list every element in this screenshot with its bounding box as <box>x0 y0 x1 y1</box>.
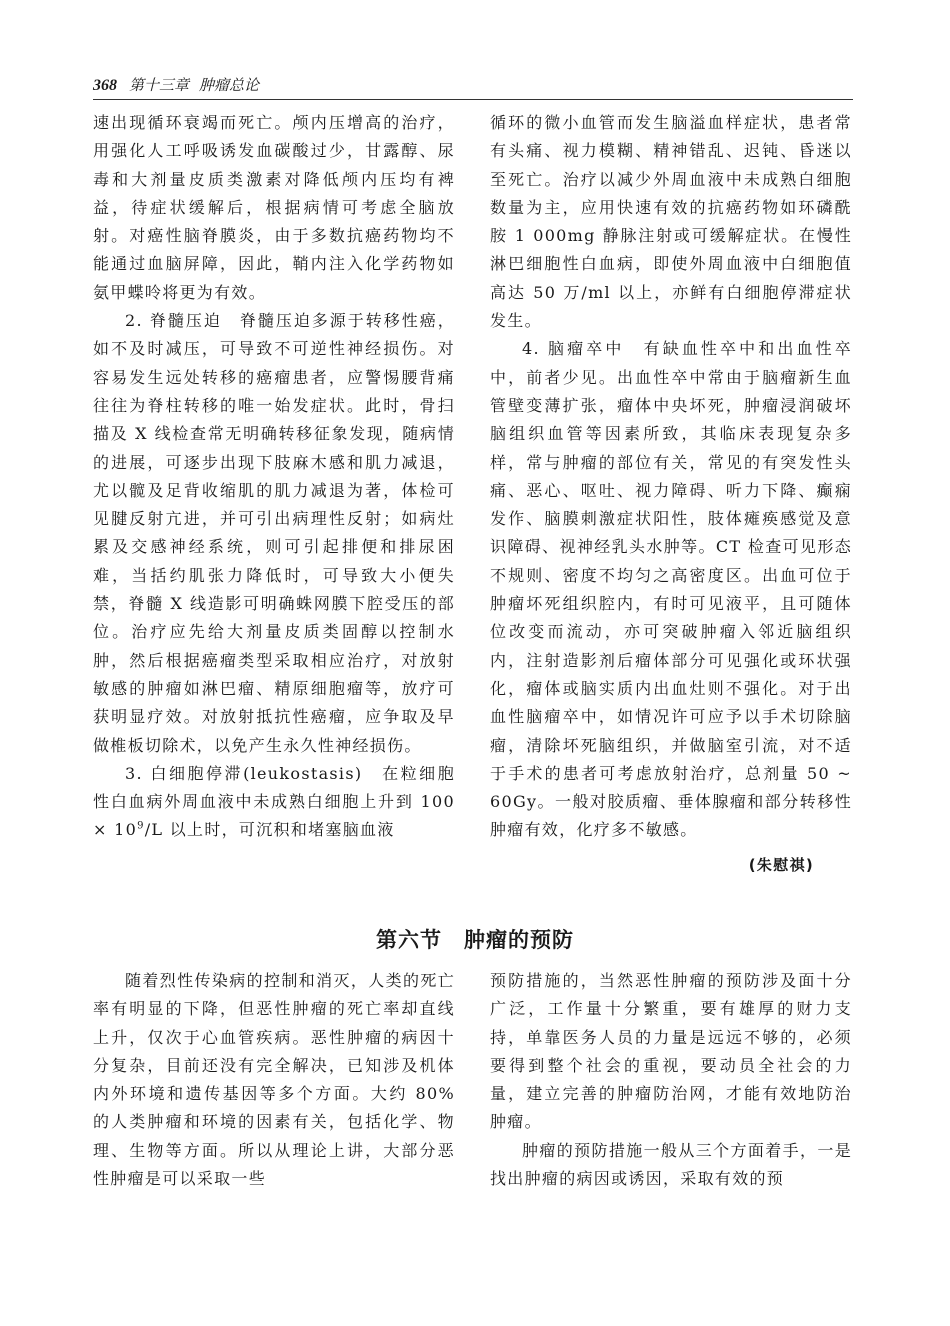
left-column-bottom <box>93 967 455 1193</box>
running-header <box>93 74 259 95</box>
paragraph: 预防措施的，当然恶性肿瘤的预防涉及面十分广泛，工作量十分繁重，要有雄厚的财力支持，单靠医务人员的力量是远远不够的，必须要得到整个社会的重视，要动员全社会的力量，建立完善的肿瘤防治网，才能有效地防治肿瘤。 <box>490 971 852 1132</box>
chapter-title: 肿瘤总论 <box>199 76 260 94</box>
paragraph: 肿瘤的预防措施一般从三个方面着手，一是找出肿瘤的病因或诱因，采取有效的预 <box>490 1140 852 1189</box>
right-column-top <box>490 109 852 879</box>
paragraph: 循环的微小血管而发生脑溢血样症状，患者常有头痛、视力模糊、精神错乱、迟钝、昏迷以至死亡。治疗以减少外周血液中未成熟白细胞数量为主，应用快速有效的抗癌药物如环磷酰胺 1 000mg 静脉注射或可缓解症状。在慢性淋巴细胞性白血病，即使外周血液中白细胞值高达 50 万/ml 以上，亦鲜有白细胞停滞症状发生。 <box>490 113 852 331</box>
left-column-top <box>93 109 455 845</box>
paragraph-leukostasis <box>93 760 455 845</box>
section-title: 肿瘤的预防 <box>464 928 574 952</box>
exponent: 9 <box>137 821 145 833</box>
paragraph: 速出现循环衰竭而死亡。颅内压增高的治疗，用强化人工呼吸诱发血碳酸过少，甘露醇、尿毒和大剂量皮质类激素对降低颅内压均有裨益，待症状缓解后，根据病情可考虑全脑放射。对癌性脑脊膜炎，由于多数抗癌药物均不能通过血脑屏障，因此，鞘内注入化学药物如氨甲蝶呤将更为有效。 <box>93 113 455 302</box>
section-heading <box>0 924 950 954</box>
leukostasis-text-b: /L 以上时，可沉积和堵塞脑血液 <box>144 820 395 840</box>
paragraph-brain-tumor-stroke: 4. 脑瘤卒中 有缺血性卒中和出血性卒中，前者少见。出血性卒中常由于脑瘤新生血管壁变薄扩张，瘤体中央坏死，肿瘤浸润破坏脑组织血管等因素所致，其临床表现复杂多样，常与肿瘤的部位有关，常见的有突发性头痛、恶心、呕吐、视力障碍、听力下降、癫痫发作、脑膜刺激症状阳性，肢体瘫痪感觉及意识障碍、视神经乳头水肿等。CT 检查可见形态不规则、密度不均匀之高密度区。出血可位于肿瘤坏死组织腔内，有时可见液平，且可随体位改变而流动，亦可突破肿瘤入邻近脑组织内，注射造影剂后瘤体部分可见强化或环状强化，瘤体或脑实质内出血灶则不强化。对于出血性脑瘤卒中，如情况许可应予以手术切除脑瘤，清除坏死脑组织，并做脑室引流，对不适于手术的患者可考虑放射治疗，总剂量 50 ~ 60Gy。一般对胶质瘤、垂体腺瘤和部分转移性肿瘤有效，化疗多不敏感。 <box>490 339 852 840</box>
header-rule <box>93 99 853 100</box>
paragraph: 随着烈性传染病的控制和消灭，人类的死亡率有明显的下降，但恶性肿瘤的死亡率却直线上升，仅次于心血管疾病。恶性肿瘤的病因十分复杂，目前还没有完全解决，已知涉及机体内外环境和遗传基因等多个方面。大约 80% 的人类肿瘤和环境的因素有关，包括化学、物理、生物等方面。所以从理论上讲，大部分恶性肿瘤是可以采取一些 <box>93 971 455 1189</box>
leukostasis-text-a: 3. 白细胞停滞(leukostasis) 在粒细胞性白血病外周血液中未成熟白细胞上升到 100 × 10 <box>93 763 455 840</box>
paragraph-spinal-compression: 2. 脊髓压迫 脊髓压迫多源于转移性癌，如不及时减压，可导致不可逆性神经损伤。对容易发生远处转移的癌瘤患者，应警惕腰背痛往往为脊柱转移的唯一始发症状。此时，骨扫描及 X 线检查常无明确转移征象发现，随病情的进展，可逐步出现下肢麻木感和肌力减退，尤以髋及足背收缩肌的肌力减退为著，体检可见腱反射亢进，并可引出病理性反射；如病灶累及交感神经系统，则可引起排便和排尿困难，当括约肌张力降低时，可导致大小便失禁，脊髓 X 线造影可明确蛛网膜下腔受压的部位。治疗应先给大剂量皮质类固醇以控制水肿，然后根据癌瘤类型采取相应治疗，对放射敏感的肿瘤如淋巴瘤、精原细胞瘤等，放疗可获明显疗效。对放射抵抗性癌瘤，应争取及早做椎板切除术，以免产生永久性神经损伤。 <box>93 311 455 755</box>
right-column-bottom <box>490 967 852 1193</box>
section-number: 第六节 <box>376 928 442 952</box>
chapter-number: 第十三章 <box>129 76 190 94</box>
author-signature: (朱慰祺) <box>748 855 814 874</box>
page-number: 368 <box>93 77 117 94</box>
